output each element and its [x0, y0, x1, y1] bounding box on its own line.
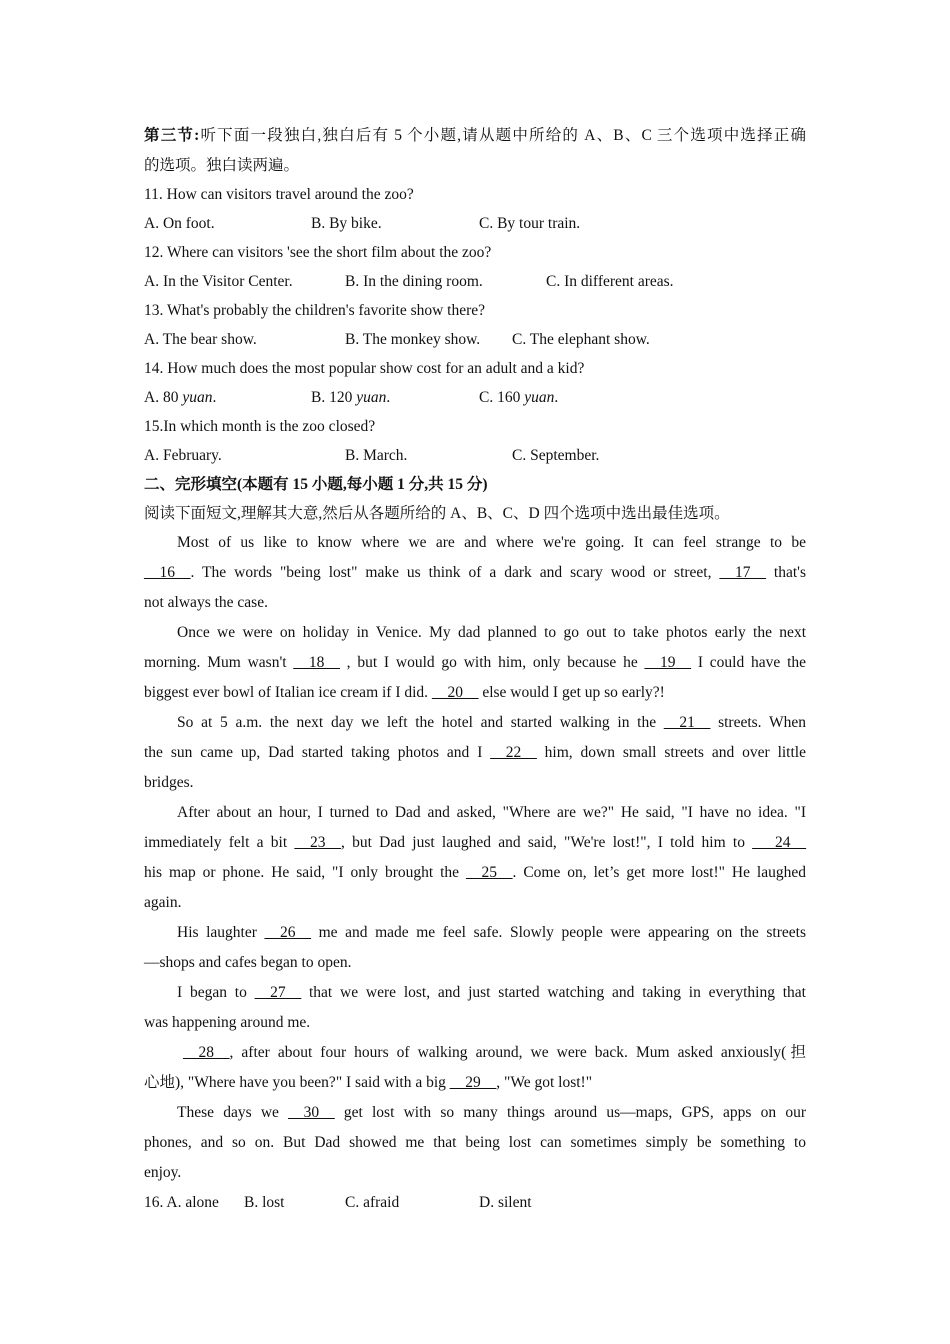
section3-instruction-text: 听下面一段独白,独白后有 5 个小题,请从题中所给的 A、B、C 三个选项中选择正确: [199, 127, 807, 144]
question-15-stem: 15.In which month is the zoo closed?: [144, 418, 376, 435]
question-12-options: [144, 267, 806, 296]
passage-p3-line3: bridges.: [144, 774, 194, 791]
blank-25: __25__: [466, 864, 513, 881]
blank-30: __30__: [288, 1104, 335, 1121]
option-c: C. The elephant show.: [512, 331, 650, 348]
passage-p5-line1: His laughter __26__ me and made me feel safe. Slowly people were appearing on the streets: [177, 924, 806, 941]
passage-p2-line2: morning. Mum wasn't __18__ , but I would go with him, only because he __19__ I could have the: [144, 654, 807, 671]
option-a: 16. A. alone: [144, 1194, 219, 1211]
question-12-stem: 12. Where can visitors 'see the short film about the zoo?: [144, 244, 492, 261]
option-c: C. By tour train.: [479, 215, 581, 232]
blank-18: __18__: [293, 654, 340, 671]
passage-p7-line1: __28__, after about four hours of walking around, we were back. Mum asked anxiously(担: [183, 1044, 806, 1061]
option-a: A. 80 yuan.: [144, 389, 217, 406]
option-c: C. afraid: [345, 1194, 400, 1211]
blank-28: __28__: [183, 1044, 230, 1061]
option-c: C. In different areas.: [546, 273, 674, 290]
part2-instruction: 阅读下面短文,理解其大意,然后从各题所给的 A、B、C、D 四个选项中选出最佳选项。: [144, 505, 730, 522]
question-15-options: [144, 441, 806, 470]
passage-p7-line2: 心地), "Where have you been?" I said with a big __29__, "We got lost!": [144, 1074, 593, 1091]
option-a: A. On foot.: [144, 215, 215, 232]
passage-p4-line1: After about an hour, I turned to Dad and asked, "Where are we?" He said, "I have no idea. "I: [177, 804, 806, 821]
passage-p5-line2: —shops and cafes began to open.: [144, 954, 352, 971]
passage-p4-line3: his map or phone. He said, "I only brought the __25__. Come on, let’s get more lost!" He laughed: [144, 864, 806, 881]
question-14-stem: 14. How much does the most popular show cost for an adult and a kid?: [144, 360, 585, 377]
passage-p1-line3: not always the case.: [144, 594, 268, 611]
passage-p1-line1: Most of us like to know where we are and where we're going. It can feel strange to be: [177, 534, 806, 551]
passage-p6-line2: was happening around me.: [144, 1014, 311, 1031]
blank-20: __20__: [431, 684, 479, 701]
part2-heading: 二、完形填空(本题有 15 小题,每小题 1 分,共 15 分): [144, 476, 488, 493]
document-content: [144, 121, 806, 1217]
blank-21: __21__: [663, 714, 711, 731]
option-b: B. By bike.: [311, 215, 382, 232]
blank-27: __27__: [254, 984, 302, 1001]
blank-17: __17__: [719, 564, 766, 581]
option-c: C. 160 yuan.: [479, 389, 559, 406]
passage-p4-line4: again.: [144, 894, 182, 911]
passage-p3-line2: the sun came up, Dad started taking photos and I __22__ him, down small streets and over little: [144, 744, 806, 761]
option-c: C. September.: [512, 447, 600, 464]
question-11-options: [144, 209, 806, 238]
option-b: B. lost: [244, 1194, 285, 1211]
passage-p6-line1: I began to __27__ that we were lost, and just started watching and taking in everything that: [177, 984, 806, 1001]
option-a: A. The bear show.: [144, 331, 257, 348]
blank-24: _ _24__: [752, 834, 807, 851]
blank-26: __26__: [264, 924, 311, 941]
passage-p2-line3: biggest ever bowl of Italian ice cream if I did. __20__ else would I get up so early?!: [144, 684, 665, 701]
option-b: B. March.: [345, 447, 408, 464]
question-13-options: [144, 325, 806, 354]
section3-instruction-line1: [144, 121, 806, 151]
question-11-stem: 11. How can visitors travel around the zoo?: [144, 186, 414, 203]
option-a: A. In the Visitor Center.: [144, 273, 293, 290]
section3-label: 第三节:: [144, 127, 200, 144]
passage-p3-line1: So at 5 a.m. the next day we left the hotel and started walking in the __21__ streets. When: [177, 714, 806, 731]
passage-p8-line1: These days we __30__ get lost with so many things around us—maps, GPS, apps on our: [177, 1104, 806, 1121]
passage-p4-line2: immediately felt a bit __23__, but Dad just laughed and said, "We're lost!", I told him to _ _24__: [144, 834, 807, 851]
question-16-options: [144, 1188, 806, 1217]
option-b: B. The monkey show.: [345, 331, 481, 348]
option-a: A. February.: [144, 447, 222, 464]
blank-16: __16__: [144, 564, 191, 581]
question-13-stem: 13. What's probably the children's favorite show there?: [144, 302, 486, 319]
passage-p1-line2: __16__. The words "being lost" make us think of a dark and scary wood or street, __17__ that's: [144, 564, 806, 581]
question-14-options: [144, 383, 806, 412]
passage-p2-line1: Once we were on holiday in Venice. My dad planned to go out to take photos early the next: [177, 624, 806, 641]
passage-p8-line3: enjoy.: [144, 1164, 182, 1181]
option-b: B. 120 yuan.: [311, 389, 391, 406]
blank-29: __29__: [449, 1074, 497, 1091]
blank-19: __19__: [644, 654, 692, 671]
blank-23: __23__: [294, 834, 341, 851]
option-b: B. In the dining room.: [345, 273, 483, 290]
blank-22: __22__: [490, 744, 537, 761]
section3-instruction-line2: 的选项。独白读两遍。: [144, 157, 300, 174]
passage-p8-line2: phones, and so on. But Dad showed me that being lost can sometimes simply be something to: [144, 1134, 806, 1151]
option-d: D. silent: [479, 1194, 532, 1211]
